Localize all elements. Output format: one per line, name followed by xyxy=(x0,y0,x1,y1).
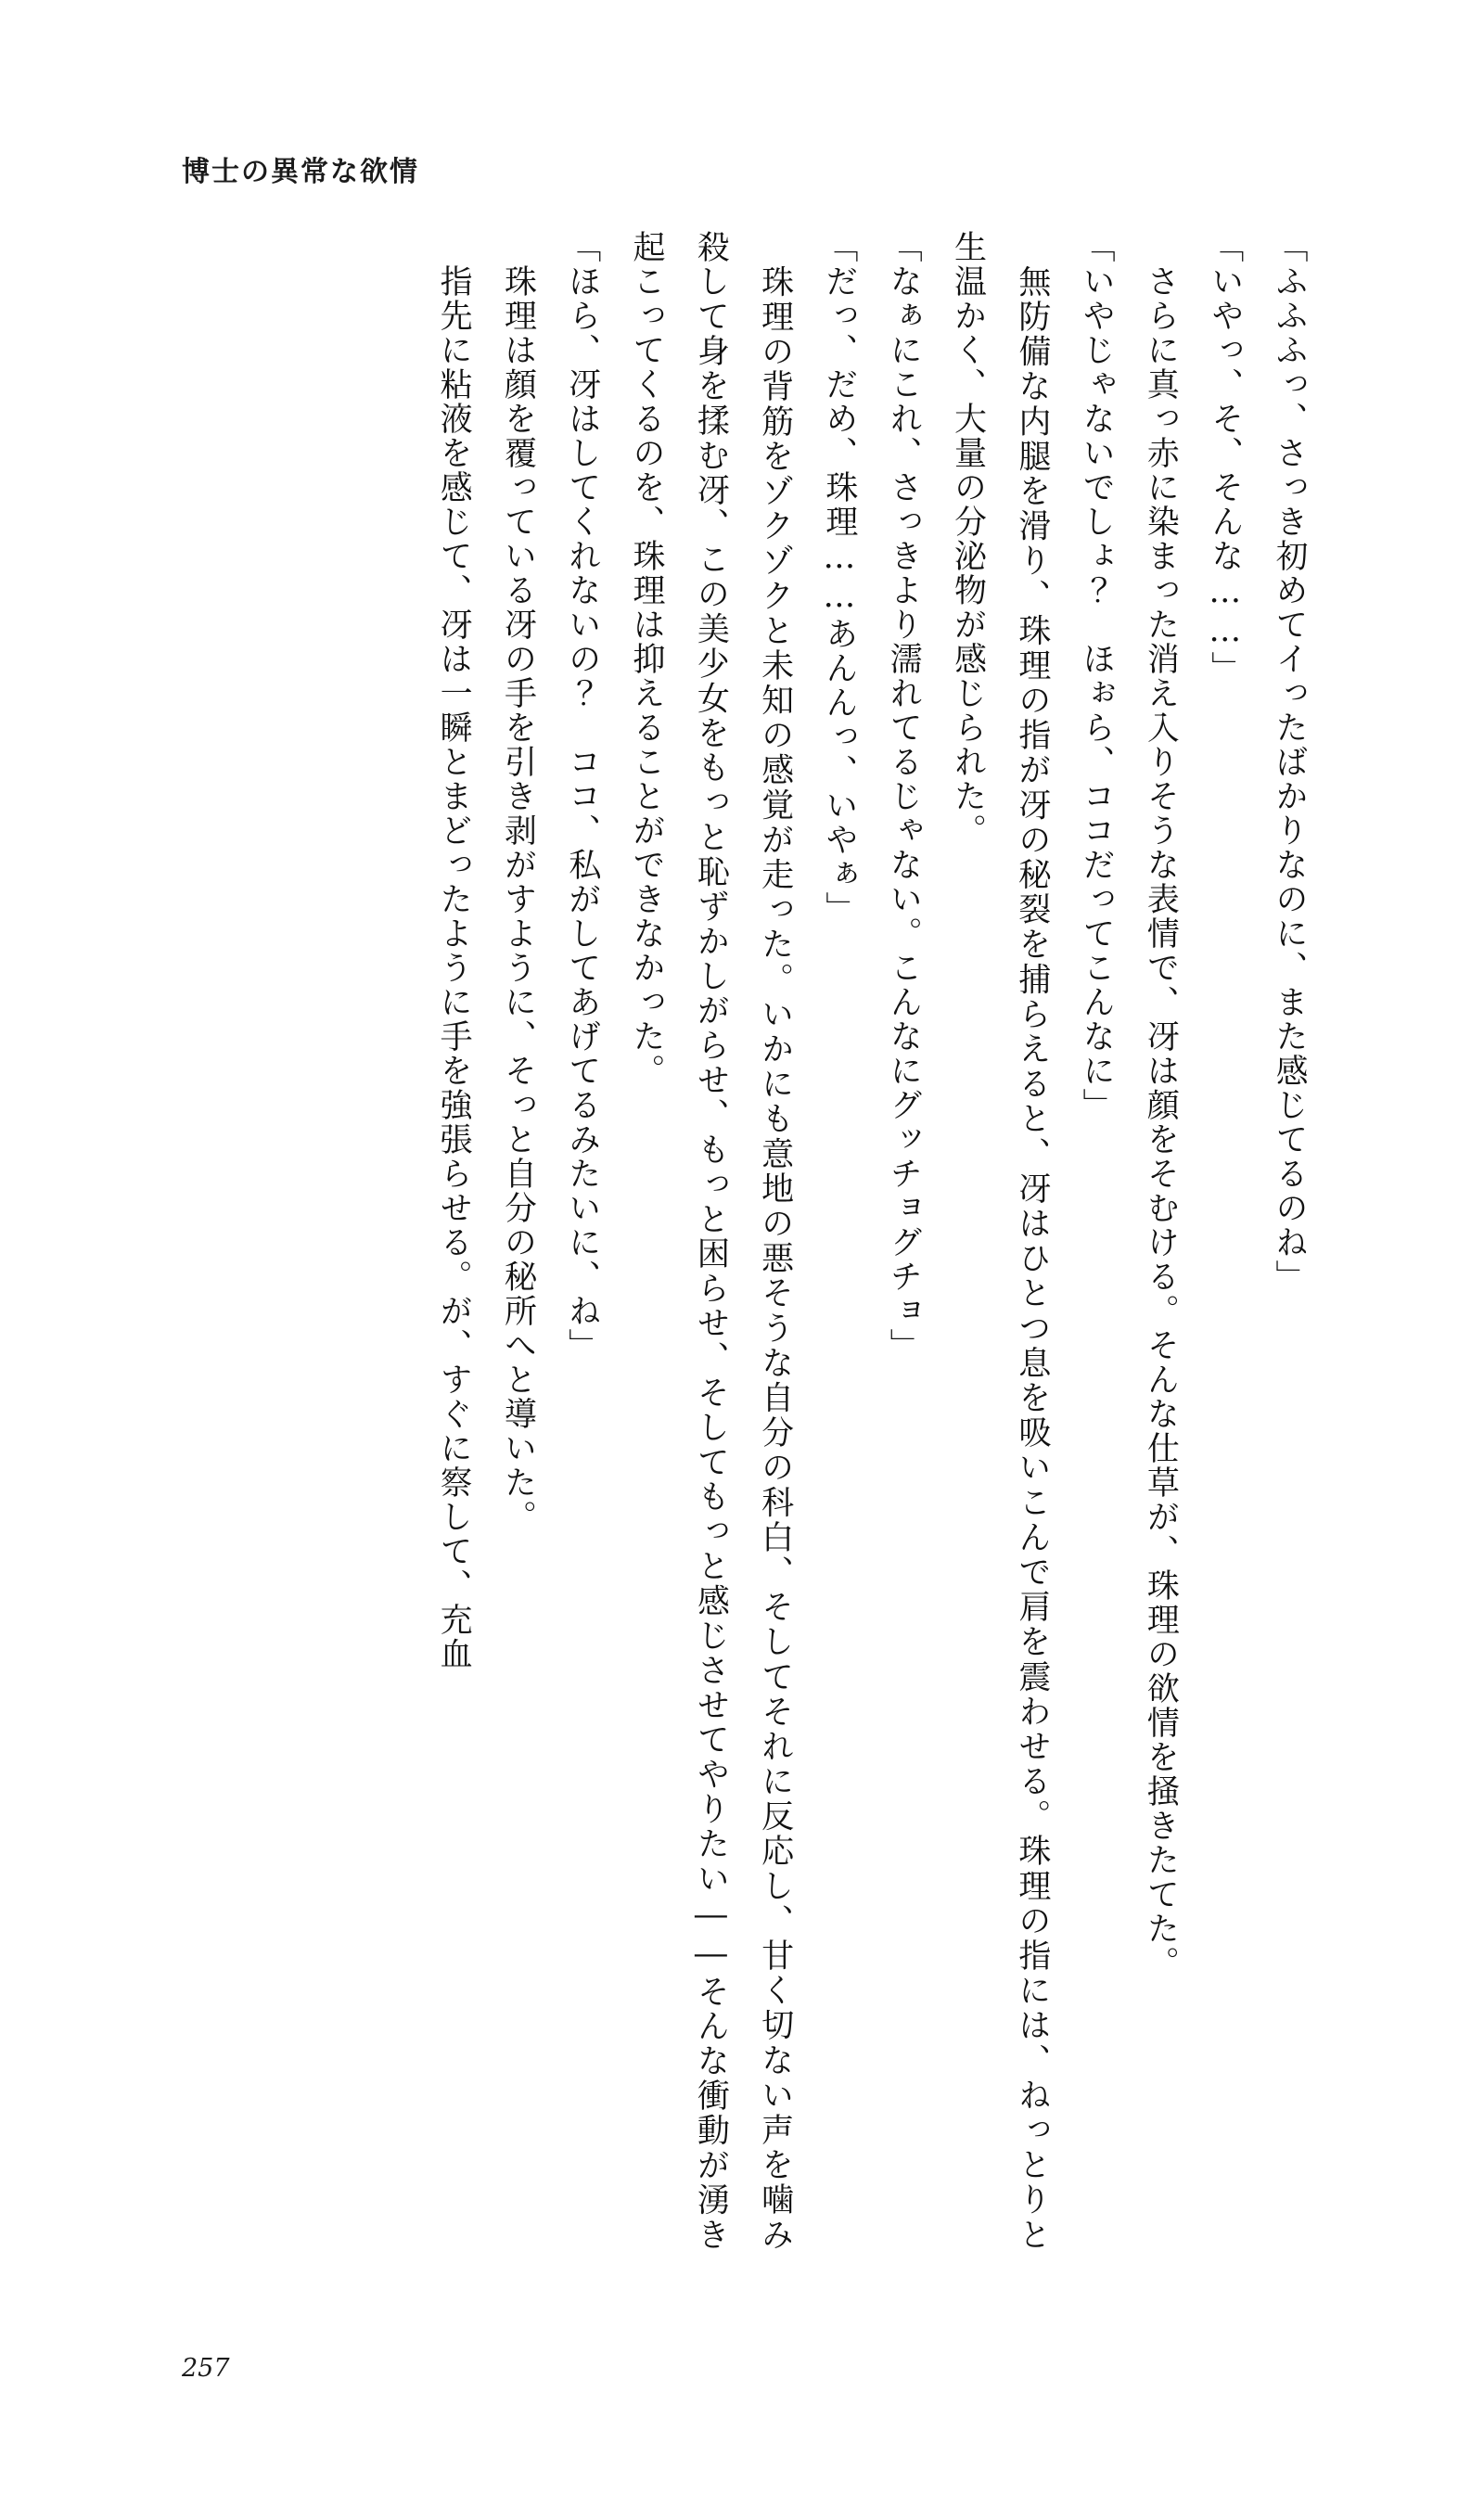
page-body xyxy=(198,230,1321,2252)
paragraph: 珠理の背筋をゾクゾクと未知の感覚が走った。いかにも意地の悪そうな自分の科白、そしてそれに反応し、甘く切ない声を噛み殺して身を揉む冴、この美少女をもっと恥ずかしがらせ、もっと困らせ、そしてもっと感じさせてやりたい――そんな衝動が湧き起こってくるのを、珠理は抑えることができなかった。 xyxy=(628,230,794,2252)
paragraph: 珠理は顔を覆っている冴の手を引き剥がすように、そっと自分の秘所へと導いた。 xyxy=(499,230,537,1534)
paragraph: 指先に粘液を感じて、冴は一瞬とまどったように手を強張らせる。が、すぐに察して、充血 xyxy=(435,230,473,1671)
paragraph: さらに真っ赤に染まった消え入りそうな表情で、冴は顔をそむける。そんな仕草が、珠理の欲情を掻きたてた。 xyxy=(1142,230,1180,1980)
paragraph: 「いやっ、そ、そんな……」 xyxy=(1206,230,1244,685)
page-number: 257 xyxy=(182,2354,230,2383)
paragraph: 「いやじゃないでしょ？ ほぉら、ココだってこんなに」 xyxy=(1078,230,1116,1122)
paragraph: 「ほら、冴はしてくれないの？ ココ、私がしてあげてるみたいに、ね」 xyxy=(563,230,601,1362)
running-header: 博士の異常な欲情 xyxy=(182,156,419,188)
paragraph: 「なぁにこれ、さっきより濡れてるじゃない。こんなにグッチョグチョ」 xyxy=(885,230,923,1362)
paragraph: 「ふふふっ、さっき初めてイったばかりなのに、また感じてるのね」 xyxy=(1271,230,1308,1294)
paragraph: 「だっ、だめ、珠理……あんんっ、いやぁ」 xyxy=(820,230,858,926)
paragraph: 無防備な内腿を滑り、珠理の指が冴の秘裂を捕らえると、冴はひとつ息を吸いこんで肩を震わせる。珠理の指には、ねっとりと生温かく、大量の分泌物が感じられた。 xyxy=(949,230,1051,2252)
